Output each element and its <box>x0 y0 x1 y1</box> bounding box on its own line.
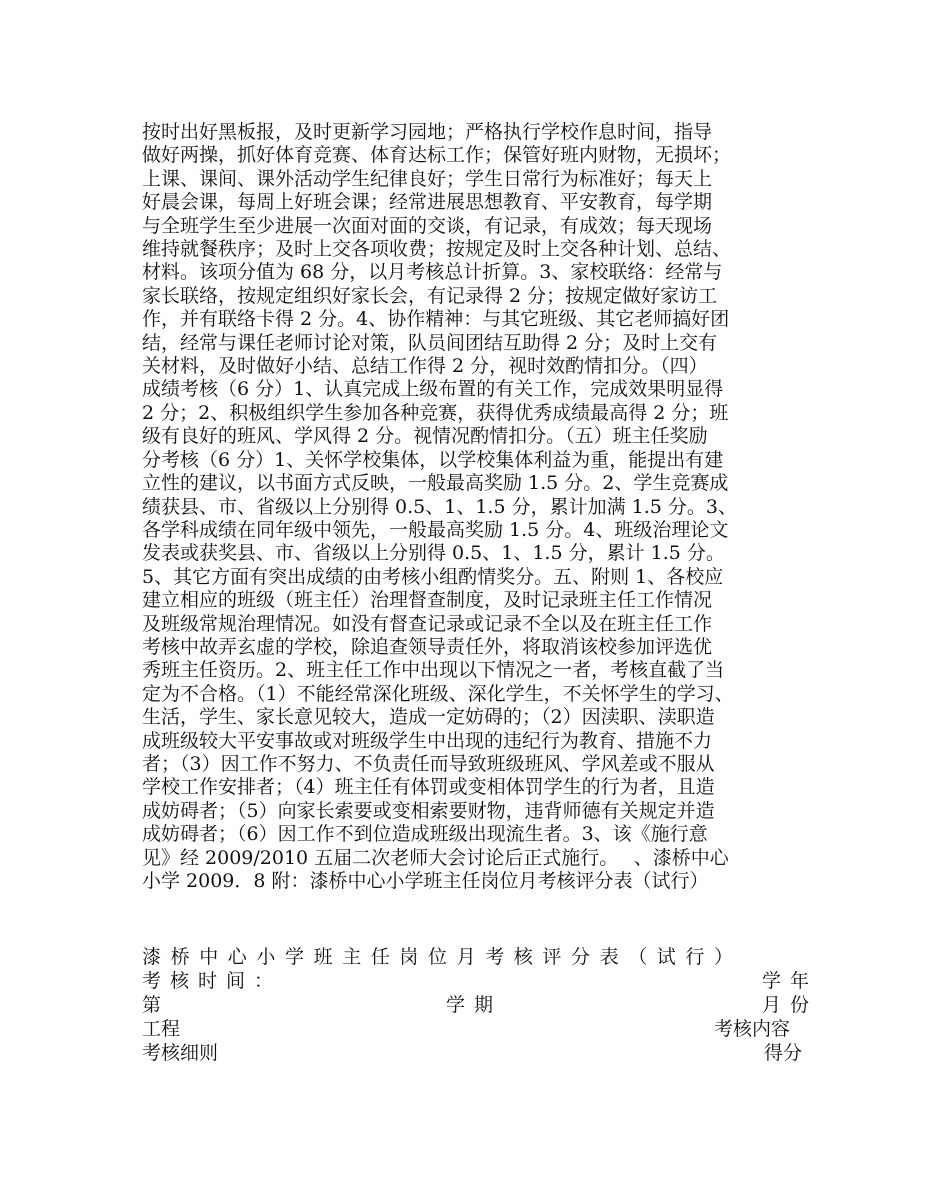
paragraph-line: 立性的建议，以书面方式反映，一般最高奖励 1.5 分。2、学生竞赛成 <box>142 472 729 495</box>
paragraph-line: 分考核（6 分）1、关怀学校集体，以学校集体利益为重，能提出有建 <box>142 448 724 471</box>
paragraph-line: 成妨碍者；（6）因工作不到位造成班级出现流生者。3、该《施行意 <box>142 823 708 846</box>
paragraph-line: 材料。该项分值为 68 分，以月考核总计折算。3、家校联络：经常与 <box>142 261 723 284</box>
paragraph-line: 级有良好的班风、学风得 2 分。视情况酌情扣分。（五）班主任奖励 <box>142 425 708 448</box>
semester-label: 学期 <box>446 994 503 1016</box>
rules-label: 考核细则 <box>142 1042 219 1064</box>
exam-time-label: 考核时间： <box>142 970 283 992</box>
paragraph-line: 及班级常规治理情况。如没有督查记录或记录不全以及在班主任工作 <box>142 612 713 635</box>
form-row-semester <box>142 993 819 1017</box>
paragraph-line: 上课、课间、课外活动学生纪律良好；学生日常行为标准好；每天上 <box>142 167 713 190</box>
score-label: 得分 <box>764 1042 803 1064</box>
item-label: 工程 <box>142 1018 181 1040</box>
form-title: 漆桥中心小学班主任岗位月考核评分表（试行） <box>142 946 743 968</box>
paragraph-line: 成绩考核（6 分）1、认真完成上级布置的有关工作，完成效果明显得 <box>142 378 724 401</box>
paragraph-line: 作，并有联络卡得 2 分。4、协作精神：与其它班级、其它老师搞好团 <box>142 308 730 331</box>
paragraph-line: 者；（3）因工作不努力、不负责任而导致班级班风、学风差或不服从 <box>142 752 715 775</box>
school-year-label: 学年 <box>762 970 819 992</box>
form-row-content <box>142 1017 810 1041</box>
paragraph-line: 各学科成绩在同年级中领先，一般最高奖励 1.5 分。4、班级治理论文 <box>142 518 729 541</box>
paragraph-line: 秀班主任资历。2、班主任工作中出现以下情况之一者，考核直截了当 <box>142 659 725 682</box>
paragraph-line: 维持就餐秩序；及时上交各项收费；按规定及时上交各种计划、总结、 <box>142 238 732 261</box>
paragraph-line: 生活，学生、家长意见较大，造成一定妨碍的；（2）因渎职、渎职造 <box>142 706 715 729</box>
paragraph-line: 5、其它方面有突出成绩的由考核小组酌情奖分。五、附则 1、各校应 <box>142 565 724 588</box>
paragraph-line: 绩获县、市、省级以上分别得 0.5、1、1.5 分，累计加满 1.5 分。3、 <box>142 495 737 518</box>
di-label: 第 <box>142 994 162 1016</box>
paragraph-line: 好晨会课，每周上好班会课；经常进展思想教育、平安教育，每学期 <box>142 191 713 214</box>
form-row-rules <box>142 1041 810 1065</box>
paragraph-line: 2 分；2、积极组织学生参加各种竞赛，获得优秀成绩最高得 2 分；班 <box>142 401 729 424</box>
form-header <box>142 945 819 1065</box>
form-row-time <box>142 969 819 993</box>
paragraph-line: 关材料，及时做好小结、总结工作得 2 分，视时效酌情扣分。（四） <box>142 355 708 378</box>
paragraph-line: 小学 2009．8 附：漆桥中心小学班主任岗位月考核评分表（试行） <box>142 870 709 892</box>
paragraph-line: 家长联络，按规定组织好家长会，有记录得 2 分；按规定做好家访工 <box>142 284 718 307</box>
month-label: 月份 <box>762 994 819 1016</box>
body-paragraph <box>142 121 832 893</box>
paragraph-line: 定为不合格。（1）不能经常深化班级、深化学生，不关怀学生的学习、 <box>142 682 734 705</box>
paragraph-line: 结，经常与课任老师讨论对策，队员间团结互助得 2 分；及时上交有 <box>142 331 718 354</box>
paragraph-line: 建立相应的班级（班主任）治理督查制度，及时记录班主任工作情况 <box>142 589 713 612</box>
paragraph-line: 学校工作安排者；（4）班主任有体罚或变相体罚学生的行为者，且造 <box>142 776 715 799</box>
paragraph-line: 与全班学生至少进展一次面对面的交谈，有记录，有成效；每天现场 <box>142 214 713 237</box>
paragraph-line: 按时出好黑板报，及时更新学习园地；严格执行学校作息时间，指导 <box>142 121 713 143</box>
paragraph-line: 成班级较大平安事故或对班级学生中出现的违纪行为教育、措施不力 <box>142 729 713 752</box>
paragraph-line: 考核中故弄玄虚的学校，除追查领导责任外，将取消该校参加评选优 <box>142 635 713 658</box>
paragraph-line: 发表或获奖县、市、省级以上分别得 0.5、1、1.5 分，累计 1.5 分。 <box>142 542 725 565</box>
paragraph-line: 成妨碍者；（5）向家长索要或变相索要财物，违背师德有关规定并造 <box>142 799 715 822</box>
paragraph-line: 见》经 2009/2010 五届二次老师大会讨论后正式施行。 、漆桥中心 <box>142 846 729 869</box>
paragraph-line: 做好两操，抓好体育竞赛、体育达标工作；保管好班内财物，无损坏； <box>142 144 732 167</box>
content-label: 考核内容 <box>714 1018 791 1040</box>
